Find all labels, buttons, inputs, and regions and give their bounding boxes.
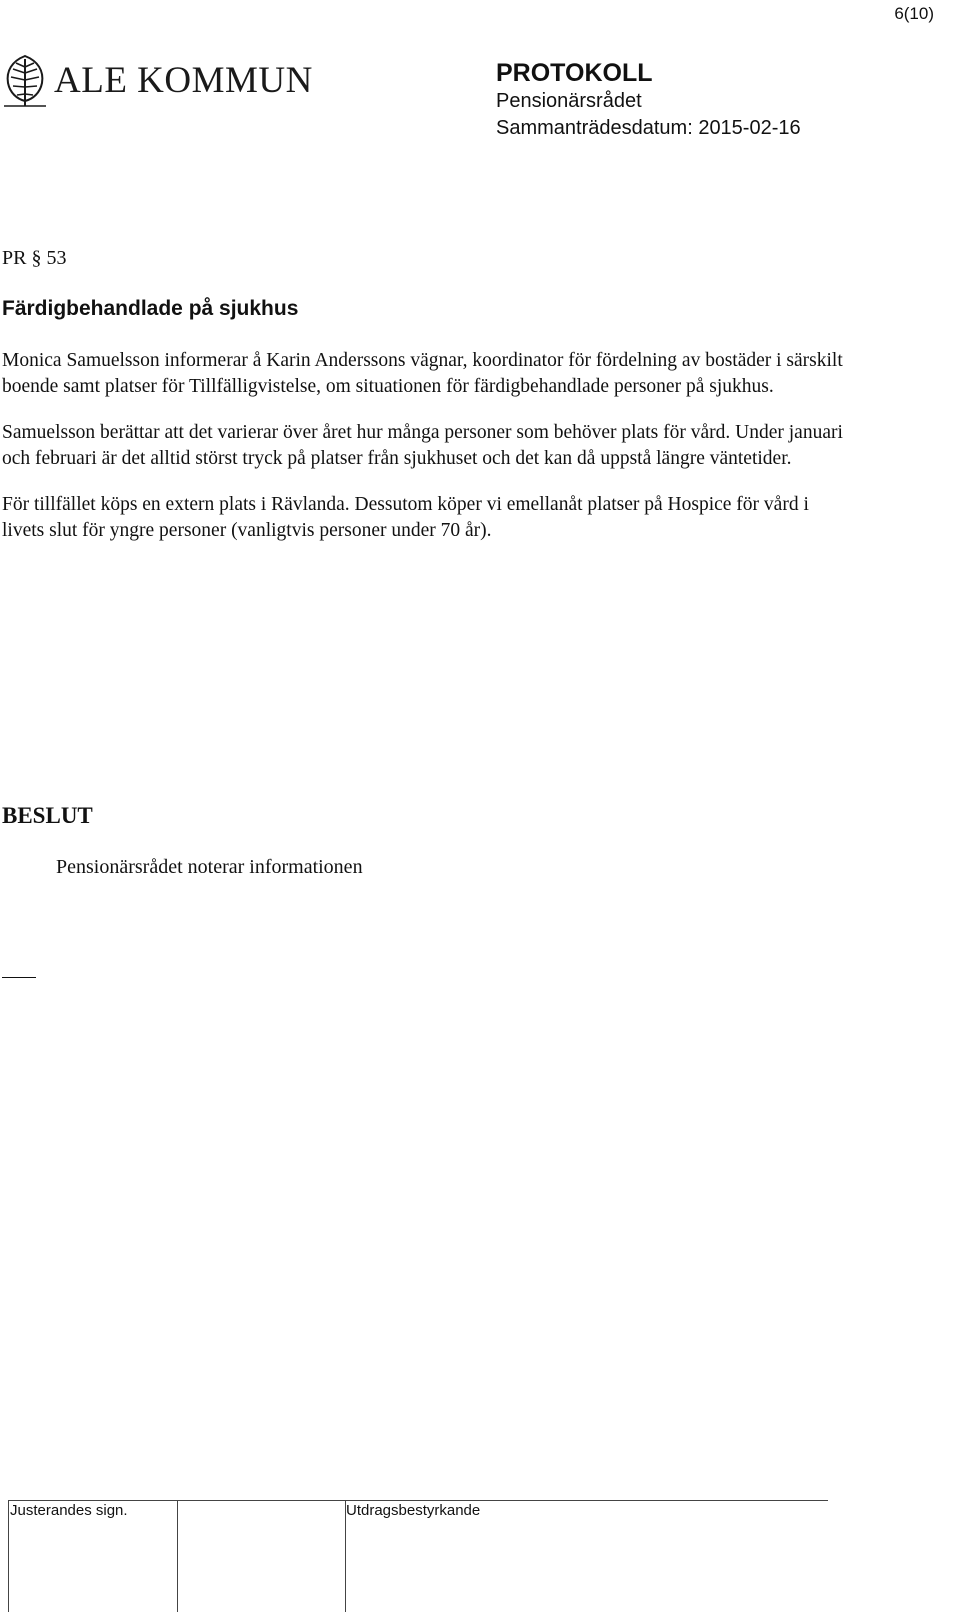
section-body [2, 348, 852, 564]
body-paragraph: Monica Samuelsson informerar å Karin Anderssons vägnar, koordinator för fördelning av bostäder i särskilt boende samt platser för Tillfälligvistelse, om situationen för färdigbehandlade personer på sjukhus. [2, 350, 843, 397]
signature-box [176, 1500, 346, 1612]
decision-text: Pensionärsrådet noterar informationen [56, 856, 363, 878]
body-paragraph: För tillfället köps en extern plats i Rävlanda. Dessutom köper vi emellanåt platser på Hospice för vård i livets slut för yngre personer (vanligtvis personer under 70 år). [2, 494, 809, 541]
logo-text: ALE KOMMUN [54, 59, 313, 101]
decision-heading: BESLUT [2, 803, 93, 828]
utdragsbestyrkande-label: Utdragsbestyrkande [346, 1502, 481, 1519]
section-title: Färdigbehandlade på sjukhus [2, 297, 299, 320]
municipality-logo [2, 53, 313, 107]
leaf-logo-icon [2, 53, 48, 107]
document-header [496, 58, 801, 142]
body-paragraph: Samuelsson berättar att det varierar över året hur många personer som behöver plats för vård. Under januari och februari är det alltid störst tryck på platser från sjukhuset och det kan då uppstå längre väntetider. [2, 422, 843, 469]
organization-name: Pensionärsrådet [496, 90, 642, 112]
page-number: 6(10) [894, 4, 934, 23]
section-divider [2, 977, 36, 978]
meeting-date: Sammanträdesdatum: 2015-02-16 [496, 117, 801, 139]
paragraph-reference: PR § 53 [2, 247, 67, 269]
document-type: PROTOKOLL [496, 59, 653, 87]
signature-footer [8, 1500, 828, 1612]
justerandes-sign-label: Justerandes sign. [10, 1502, 128, 1519]
